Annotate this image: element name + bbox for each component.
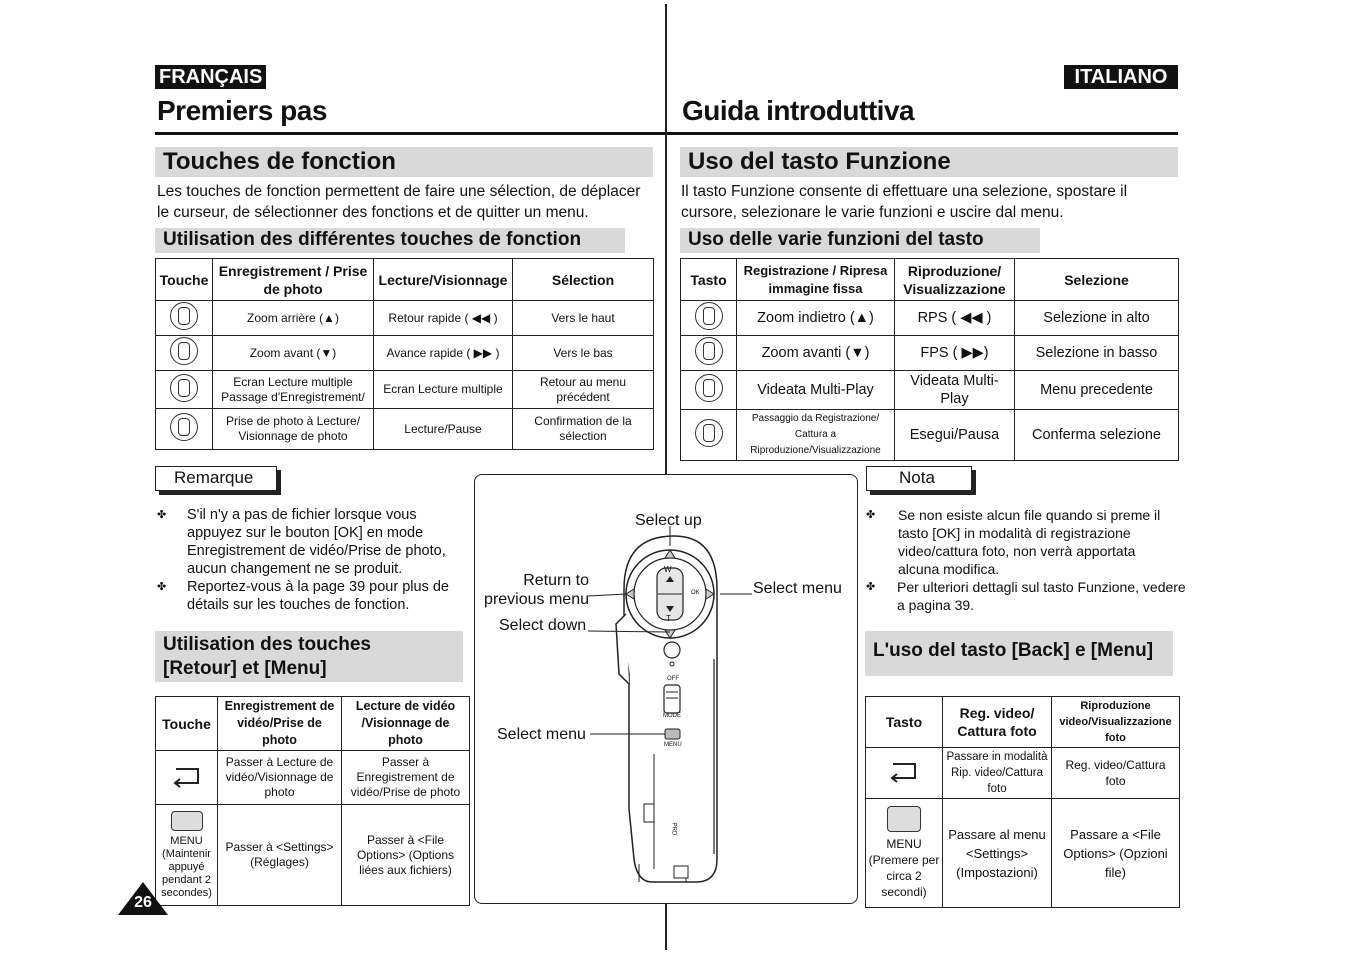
table-cell: Zoom avanti (▼) [737,336,895,371]
table-cell: Menu precedente [1015,371,1179,410]
label-return-previous-menu [479,571,589,609]
title-rule-left [155,132,665,135]
menu-key-cell [866,799,943,908]
table-header: Lecture de vidéo /Visionnage de photo [342,697,470,751]
intro-line: cursore, selezionare le varie funzioni e uscire dal menu. [681,204,1064,221]
table-cell: Vers le haut [513,301,654,336]
table-cell: RPS ( ◀◀ ) [895,301,1015,336]
intro-text-italian [681,181,1178,223]
table-cell: Passare a <File Options> (Opzioni file) [1052,799,1180,908]
table-header: Reg. video/ Cattura foto [943,697,1052,748]
joystick-up-icon [681,301,737,336]
table-cell: Conferma selezione [1015,410,1179,461]
note-item [866,578,1188,614]
table-cell: Retour rapide ( ◀◀ ) [374,301,513,336]
dial-label-t: T [666,614,671,623]
table-cell: Passer à <File Options> (Options liées aux fichiers) [342,805,470,906]
joystick-down-icon [681,336,737,371]
subsection-line: Utilisation des touches [163,634,371,655]
subsection-title-french-1: Utilisation des différentes touches de fonction [155,228,625,253]
table-cell: Ecran Lecture multiple [374,371,513,409]
table-cell: Retour au menu précédent [513,371,654,409]
note-label-italian: Nota [866,466,972,491]
table-cell: Passare in modalità Rip. video/Cattura foto [943,748,1052,799]
section-title-french: Touches de fonction [155,147,653,177]
table-cell: Passaggio da Registrazione/ Cattura a Riproduzione/Visualizzazione [737,410,895,461]
table-cell: Zoom avant (▼) [213,336,374,371]
note-text: Per ulteriori dettagli sul tasto Funzione, vedere a pagina 39. [897,579,1186,613]
table-header: Registrazione / Ripresa immagine fissa [737,259,895,301]
subsection-title-italian-1: Uso delle varie funzioni del tasto [680,228,1040,253]
table-cell: Avance rapide ( ▶▶ ) [374,336,513,371]
joystick-ok-icon [156,409,213,450]
note-text: Reportez-vous à la page 39 pour plus de détails sur les touches de fonction. [187,579,449,613]
subsection-line: [Retour] et [Menu] [163,658,327,679]
table-header: Enregistrement de vidéo/Prise de photo [218,697,342,751]
note-item [866,506,1166,578]
function-table-italian [680,258,1179,461]
dial-label-ok: OK [691,590,700,596]
table-cell: Zoom arrière (▲) [213,301,374,336]
joystick-left-icon [156,371,213,409]
title-rule-right [667,132,1178,135]
section-title-italian: Uso del tasto Funzione [680,147,1178,177]
table-cell: Selezione in alto [1015,301,1179,336]
page-number-badge [117,880,169,916]
label-line: previous menu [484,591,589,608]
joystick-left-icon [681,371,737,410]
bullet-icon: ✤ [157,581,167,593]
table-header: Touche [156,259,213,301]
table-cell: Passer à Enregistrement de vidéo/Prise de photo [342,751,470,805]
label-select-menu-button: Select menu [497,726,586,743]
label-select-down: Select down [499,617,587,634]
table-cell: Zoom indietro (▲) [737,301,895,336]
table-cell: FPS ( ▶▶) [895,336,1015,371]
bullet-icon: ✤ [866,509,876,521]
note-text: Se non esiste alcun file quando si preme il tasto [OK] in modalità di registrazione video/cattura foto, non verrà apportata alcuna modifica. [898,507,1161,577]
page-title-french: Premiers pas [157,95,327,126]
joystick-down-icon [156,336,213,371]
table-cell: Ecran Lecture multiple Passage d'Enregistrement/ [213,371,374,409]
table-header: Touche [156,697,218,751]
table-header: Selezione [1015,259,1179,301]
back-menu-table-french [155,696,470,906]
table-header: Tasto [866,697,943,748]
language-badge-italian: ITALIANO [1064,65,1178,89]
table-cell: Vers le bas [513,336,654,371]
table-cell: Lecture/Pause [374,409,513,450]
intro-line: le curseur, de sélectionner des fonctions et de quitter un menu. [157,204,589,221]
bullet-icon: ✤ [157,509,167,521]
menu-key-note: (Maintenir appuyé pendant 2 secondes) [161,847,212,899]
switch-label-menu: MENU [664,742,682,748]
bullet-icon: ✤ [866,581,876,593]
table-cell: Videata Multi-Play [895,371,1015,410]
table-cell: Passer à <Settings> (Réglages) [218,805,342,906]
table-header: Lecture/Visionnage [374,259,513,301]
note-item [157,506,467,578]
table-cell: Confirmation de la sélection [513,409,654,450]
switch-label-off: OFF [667,676,679,682]
language-badge-french: FRANÇAIS [155,65,266,89]
note-text: S'il n'y a pas de fichier lorsque vous appuyez sur le bouton [OK] en mode Enregistrement de vidéo/Prise de photo, aucun changement ne se produit. [187,507,446,577]
table-cell: Selezione in basso [1015,336,1179,371]
table-header: Sélection [513,259,654,301]
intro-line: Les touches de fonction permettent de faire une sélection, de déplacer [157,183,641,200]
intro-text-french [157,181,657,223]
table-cell: Esegui/Pausa [895,410,1015,461]
table-cell: Videata Multi-Play [737,371,895,410]
note-item [157,578,467,614]
joystick-up-icon [156,301,213,336]
function-table-french [155,258,654,450]
back-key-icon [866,748,943,799]
label-select-menu-dial: Select menu [753,580,842,597]
switch-label-mode: MODE [663,713,681,719]
table-cell: Reg. video/Cattura foto [1052,748,1180,799]
menu-key-label: MENU [886,837,922,851]
dial-label-w: W [664,565,672,574]
joystick-ok-icon [681,410,737,461]
label-select-up: Select up [635,512,702,529]
menu-key-icon [171,811,203,831]
note-label-french: Remarque [155,466,277,491]
label-line: Return to [523,572,589,589]
table-header: Riproduzione video/Visualizzazione foto [1052,697,1180,748]
side-label: PRD [670,822,677,836]
back-key-icon [156,751,218,805]
table-header: Enregistrement / Prise de photo [213,259,374,301]
menu-key-icon [887,806,921,832]
table-cell: Prise de photo à Lecture/ Visionnage de photo [213,409,374,450]
page-number: 26 [134,894,152,911]
table-cell: Passare al menu <Settings> (Impostazioni) [943,799,1052,908]
table-cell: Passer à Lecture de vidéo/Visionnage de photo [218,751,342,805]
camcorder-illustration [474,474,858,904]
intro-line: Il tasto Funzione consente di effettuare una selezione, spostare il [681,183,1128,200]
page-title-italian: Guida introduttiva [682,95,915,126]
subsection-title-italian-2: L'uso del tasto [Back] e [Menu] [865,631,1173,676]
menu-key-note: (Premere per circa 2 secondi) [868,853,940,899]
menu-key-label: MENU [170,834,203,847]
table-header: Riproduzione/ Visualizzazione [895,259,1015,301]
subsection-title-french-2 [155,631,463,682]
back-menu-table-italian [865,696,1180,908]
table-header: Tasto [681,259,737,301]
